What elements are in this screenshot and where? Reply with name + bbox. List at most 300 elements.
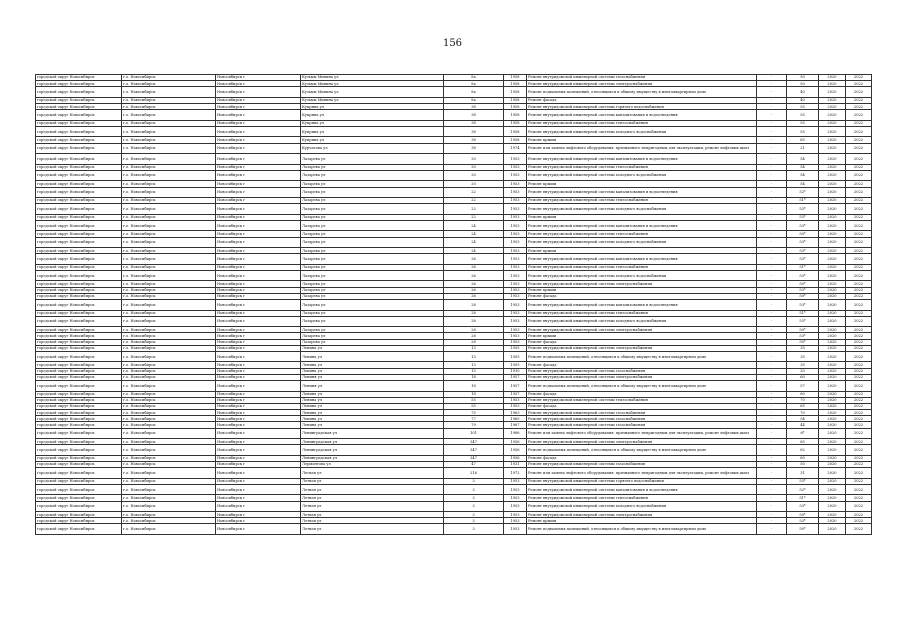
page-number: 156	[442, 38, 463, 49]
municipality-cell: городской округ Новосибирск	[36, 495, 122, 501]
dash-cell: -	[757, 270, 787, 281]
end-year-cell: 2022	[846, 518, 872, 524]
dash-cell: -	[757, 170, 787, 181]
municipality-cell: городской округ Новосибирск	[36, 293, 122, 299]
start-year-cell: 2020	[819, 362, 846, 368]
house-number-cell: 8а	[444, 87, 504, 98]
work-type-cell: Ремонт внутридомовой инженерной системы канализования и водоотведения	[527, 484, 757, 495]
house-number-cell: 28	[444, 300, 504, 311]
street-cell: Летная ул	[301, 512, 444, 518]
work-type-cell: Ремонт или замена лифтового оборудования, признанного непригодным для эксплуатации, ремонт лифтовых шахт	[527, 468, 757, 479]
district-cell: г.о. Новосибирск	[122, 137, 216, 143]
locality-cell: Новосибирск г	[216, 300, 301, 311]
municipality-cell: городской округ Новосибирск	[36, 422, 122, 428]
value-cell: 60	[787, 391, 819, 397]
locality-cell: Новосибирск г	[216, 254, 301, 265]
street-cell: Ленина ул	[301, 403, 444, 409]
start-year-cell: 2020	[819, 501, 846, 512]
district-cell: г.о. Новосибирск	[122, 439, 216, 445]
year-built-cell: 1953	[504, 397, 527, 403]
table-row	[36, 316, 872, 327]
start-year-cell: 2020	[819, 339, 846, 345]
house-number-cell: 18	[444, 381, 504, 392]
end-year-cell: 2022	[846, 81, 872, 87]
locality-cell: Новосибирск г	[216, 181, 301, 187]
dash-cell: -	[757, 310, 787, 316]
locality-cell: Новосибирск г	[216, 281, 301, 287]
year-built-cell: 1958	[504, 104, 527, 110]
end-year-cell: 2022	[846, 512, 872, 518]
street-cell: Летная ул	[301, 484, 444, 495]
dash-cell: -	[757, 97, 787, 103]
municipality-cell: городской округ Новосибирск	[36, 374, 122, 380]
start-year-cell: 2020	[819, 154, 846, 165]
year-built-cell: 1958	[504, 87, 527, 98]
house-number-cell: 18	[444, 374, 504, 380]
house-number-cell: 28	[444, 333, 504, 339]
dash-cell: -	[757, 439, 787, 445]
work-type-cell: Ремонт внутридомовой инженерной системы холодного водоснабжения	[527, 237, 757, 248]
dash-cell: -	[757, 512, 787, 518]
end-year-cell: 2022	[846, 316, 872, 327]
value-cell: 65	[787, 137, 819, 143]
municipality-cell: городской округ Новосибирск	[36, 170, 122, 181]
end-year-cell: 2022	[846, 381, 872, 392]
locality-cell: Новосибирск г	[216, 97, 301, 103]
end-year-cell: 2022	[846, 87, 872, 98]
district-cell: г.о. Новосибирск	[122, 104, 216, 110]
end-year-cell: 2022	[846, 403, 872, 409]
work-type-cell: Ремонт крыши	[527, 181, 757, 187]
house-number-cell: 13	[444, 351, 504, 362]
dash-cell: -	[757, 187, 787, 198]
district-cell: г.о. Новосибирск	[122, 501, 216, 512]
dash-cell: -	[757, 204, 787, 215]
year-built-cell: 1972	[504, 468, 527, 479]
dash-cell: -	[757, 264, 787, 270]
district-cell: г.о. Новосибирск	[122, 87, 216, 98]
house-number-cell: 347	[444, 455, 504, 461]
work-type-cell: Ремонт подвальных помещений, относящихся к общему имуществу в многоквартирном доме	[527, 87, 757, 98]
table-row	[36, 220, 872, 231]
house-number-cell: 22	[444, 204, 504, 215]
street-cell: Ленина ул	[301, 416, 444, 422]
municipality-cell: городской округ Новосибирск	[36, 137, 122, 143]
table-row	[36, 187, 872, 198]
municipality-cell: городской округ Новосибирск	[36, 281, 122, 287]
municipality-cell: городской округ Новосибирск	[36, 512, 122, 518]
work-type-cell: Ремонт внутридомовой инженерной системы теплоснабжения	[527, 264, 757, 270]
house-number-cell: 55	[444, 403, 504, 409]
start-year-cell: 2020	[819, 410, 846, 416]
work-type-cell: Ремонт крыши	[527, 287, 757, 293]
end-year-cell: 2022	[846, 154, 872, 165]
value-cell: 70	[787, 397, 819, 403]
district-cell: г.о. Новосибирск	[122, 374, 216, 380]
value-cell: 52*	[787, 187, 819, 198]
value-cell: 50*	[787, 293, 819, 299]
dash-cell: -	[757, 293, 787, 299]
house-number-cell: 3	[444, 484, 504, 495]
year-built-cell: 1967	[504, 422, 527, 428]
dash-cell: -	[757, 428, 787, 439]
municipality-cell: городской округ Новосибирск	[36, 333, 122, 339]
house-number-cell: 26	[444, 293, 504, 299]
start-year-cell: 2020	[819, 231, 846, 237]
municipality-cell: городской округ Новосибирск	[36, 254, 122, 265]
work-type-cell: Ремонт внутридомовой инженерной системы холодного водоснабжения	[527, 501, 757, 512]
locality-cell: Новосибирск г	[216, 495, 301, 501]
house-number-cell: 3	[444, 501, 504, 512]
start-year-cell: 2020	[819, 403, 846, 409]
work-type-cell: Ремонт внутридомовой инженерной системы электроснабжения	[527, 374, 757, 380]
street-cell: Лазарева ул	[301, 254, 444, 265]
dash-cell: -	[757, 445, 787, 456]
municipality-cell: городской округ Новосибирск	[36, 478, 122, 484]
table-row	[36, 237, 872, 248]
municipality-cell: городской округ Новосибирск	[36, 501, 122, 512]
table-row	[36, 254, 872, 265]
end-year-cell: 2022	[846, 374, 872, 380]
year-built-cell: 1958	[504, 75, 527, 81]
municipality-cell: городской округ Новосибирск	[36, 339, 122, 345]
start-year-cell: 2020	[819, 270, 846, 281]
house-number-cell: 38	[444, 137, 504, 143]
locality-cell: Новосибирск г	[216, 198, 301, 204]
street-cell: Лениня ул	[301, 374, 444, 380]
table-row	[36, 501, 872, 512]
end-year-cell: 2022	[846, 248, 872, 254]
locality-cell: Новосибирск г	[216, 75, 301, 81]
year-built-cell: 1958	[504, 120, 527, 126]
work-type-cell: Ремонт внутридомовой инженерной системы теплоснабжения	[527, 231, 757, 237]
dash-cell: -	[757, 316, 787, 327]
locality-cell: Новосибирск г	[216, 327, 301, 333]
dash-cell: -	[757, 254, 787, 265]
work-type-cell: Ремонт внутридомовой инженерной системы теплоснабжения	[527, 495, 757, 501]
table-body	[36, 75, 872, 535]
dash-cell: -	[757, 403, 787, 409]
year-built-cell: 1955	[504, 345, 527, 351]
value-cell: 54	[787, 154, 819, 165]
start-year-cell: 2020	[819, 126, 846, 137]
year-built-cell: 1953	[504, 518, 527, 524]
end-year-cell: 2022	[846, 351, 872, 362]
dash-cell: -	[757, 220, 787, 231]
work-type-cell: Ремонт внутридомовой инженерной системы теплоснабжения	[527, 310, 757, 316]
year-built-cell: 1953	[504, 293, 527, 299]
municipality-cell: городской округ Новосибирск	[36, 164, 122, 170]
start-year-cell: 2020	[819, 416, 846, 422]
work-type-cell: Ремонт внутридомовой инженерной системы канализования и водоотведения	[527, 187, 757, 198]
street-cell: Лазарева ул	[301, 316, 444, 327]
house-number-cell: 28	[444, 316, 504, 327]
locality-cell: Новосибирск г	[216, 439, 301, 445]
table-row	[36, 381, 872, 392]
value-cell: 55	[787, 104, 819, 110]
municipality-cell: городской округ Новосибирск	[36, 104, 122, 110]
dash-cell: -	[757, 391, 787, 397]
work-type-cell: Ремонт подвальных помещений, относящихся к общему имуществу в многоквартирном доме	[527, 381, 757, 392]
district-cell: г.о. Новосибирск	[122, 478, 216, 484]
start-year-cell: 2020	[819, 187, 846, 198]
house-number-cell: 22	[444, 187, 504, 198]
locality-cell: Новосибирск г	[216, 120, 301, 126]
municipality-cell: городской округ Новосибирск	[36, 264, 122, 270]
value-cell: 21	[787, 143, 819, 154]
district-cell: г.о. Новосибирск	[122, 445, 216, 456]
street-cell: Куприна ул	[301, 120, 444, 126]
end-year-cell: 2022	[846, 439, 872, 445]
start-year-cell: 2020	[819, 204, 846, 215]
district-cell: г.о. Новосибирск	[122, 368, 216, 374]
dash-cell: -	[757, 518, 787, 524]
start-year-cell: 2020	[819, 87, 846, 98]
district-cell: г.о. Новосибирск	[122, 75, 216, 81]
house-number-cell: 38	[444, 126, 504, 137]
locality-cell: Новосибирск г	[216, 237, 301, 248]
value-cell: 50*	[787, 327, 819, 333]
value-cell: 53*	[787, 316, 819, 327]
house-number-cell: 24	[444, 248, 504, 254]
locality-cell: Новосибирск г	[216, 416, 301, 422]
locality-cell: Новосибирск г	[216, 110, 301, 121]
start-year-cell: 2020	[819, 248, 846, 254]
table-row	[36, 351, 872, 362]
locality-cell: Новосибирск г	[216, 397, 301, 403]
street-cell: Лазарева ул	[301, 339, 444, 345]
dash-cell: -	[757, 381, 787, 392]
locality-cell: Новосибирск г	[216, 462, 301, 468]
house-number-cell: 20	[444, 154, 504, 165]
district-cell: г.о. Новосибирск	[122, 293, 216, 299]
house-number-cell: 18	[444, 391, 504, 397]
district-cell: г.о. Новосибирск	[122, 181, 216, 187]
start-year-cell: 2020	[819, 264, 846, 270]
year-built-cell: 1953	[504, 300, 527, 311]
dash-cell: -	[757, 397, 787, 403]
house-number-cell: 15	[444, 368, 504, 374]
street-cell: Ленина ул	[301, 351, 444, 362]
district-cell: г.о. Новосибирск	[122, 381, 216, 392]
locality-cell: Новосибирск г	[216, 345, 301, 351]
work-type-cell: Ремонт внутридомовой инженерной системы теплоснабжения	[527, 120, 757, 126]
locality-cell: Новосибирск г	[216, 204, 301, 215]
house-number-cell: 13	[444, 362, 504, 368]
street-cell: Кузьмы Минина ул	[301, 87, 444, 98]
district-cell: г.о. Новосибирск	[122, 81, 216, 87]
dash-cell: -	[757, 495, 787, 501]
start-year-cell: 2020	[819, 445, 846, 456]
district-cell: г.о. Новосибирск	[122, 214, 216, 220]
district-cell: г.о. Новосибирск	[122, 287, 216, 293]
year-built-cell: 1953	[504, 281, 527, 287]
dash-cell: -	[757, 248, 787, 254]
end-year-cell: 2022	[846, 397, 872, 403]
municipality-cell: городской округ Новосибирск	[36, 154, 122, 165]
house-number-cell: 26	[444, 270, 504, 281]
end-year-cell: 2022	[846, 524, 872, 535]
dash-cell: -	[757, 422, 787, 428]
start-year-cell: 2020	[819, 495, 846, 501]
municipality-cell: городской округ Новосибирск	[36, 287, 122, 293]
dash-cell: -	[757, 164, 787, 170]
municipality-cell: городской округ Новосибирск	[36, 484, 122, 495]
locality-cell: Новосибирск г	[216, 391, 301, 397]
locality-cell: Новосибирск г	[216, 214, 301, 220]
year-built-cell: 1958	[504, 81, 527, 87]
year-built-cell: 1953	[504, 310, 527, 316]
end-year-cell: 2022	[846, 428, 872, 439]
dash-cell: -	[757, 455, 787, 461]
value-cell: 65	[787, 439, 819, 445]
district-cell: г.о. Новосибирск	[122, 254, 216, 265]
municipality-cell: городской округ Новосибирск	[36, 345, 122, 351]
house-number-cell: 3	[444, 512, 504, 518]
start-year-cell: 2020	[819, 462, 846, 468]
locality-cell: Новосибирск г	[216, 455, 301, 461]
locality-cell: Новосибирск г	[216, 518, 301, 524]
district-cell: г.о. Новосибирск	[122, 333, 216, 339]
end-year-cell: 2022	[846, 204, 872, 215]
end-year-cell: 2022	[846, 293, 872, 299]
work-type-cell: Ремонт внутридомовой инженерной системы газоснабжения	[527, 416, 757, 422]
house-number-cell: 75	[444, 410, 504, 416]
house-number-cell: 3	[444, 478, 504, 484]
street-cell: Кузьмы Минина ул	[301, 75, 444, 81]
end-year-cell: 2022	[846, 310, 872, 316]
house-number-cell: 26	[444, 281, 504, 287]
end-year-cell: 2022	[846, 126, 872, 137]
value-cell: 54	[787, 416, 819, 422]
start-year-cell: 2020	[819, 391, 846, 397]
street-cell: Лениня ул	[301, 381, 444, 392]
work-type-cell: Ремонт внутридомовой инженерной системы холодного водоснабжения	[527, 316, 757, 327]
year-built-cell: 1953	[504, 501, 527, 512]
work-type-cell: Ремонт внутридомовой инженерной системы газоснабжения	[527, 410, 757, 416]
district-cell: г.о. Новосибирск	[122, 97, 216, 103]
street-cell: Лазарева ул	[301, 293, 444, 299]
locality-cell: Новосибирск г	[216, 187, 301, 198]
locality-cell: Новосибирск г	[216, 410, 301, 416]
year-built-cell: 1956	[504, 455, 527, 461]
end-year-cell: 2022	[846, 416, 872, 422]
start-year-cell: 2020	[819, 287, 846, 293]
year-built-cell: 1955	[504, 362, 527, 368]
start-year-cell: 2020	[819, 428, 846, 439]
value-cell: 53*	[787, 214, 819, 220]
table-row	[36, 445, 872, 456]
value-cell: 54	[787, 170, 819, 181]
work-type-cell: Ремонт фасада	[527, 455, 757, 461]
municipality-cell: городской округ Новосибирск	[36, 351, 122, 362]
municipality-cell: городской округ Новосибирск	[36, 248, 122, 254]
street-cell: Лазарева ул	[301, 333, 444, 339]
start-year-cell: 2020	[819, 170, 846, 181]
house-number-cell: 216	[444, 468, 504, 479]
year-built-cell: 1953	[504, 248, 527, 254]
locality-cell: Новосибирск г	[216, 501, 301, 512]
end-year-cell: 2022	[846, 264, 872, 270]
start-year-cell: 2020	[819, 120, 846, 126]
locality-cell: Новосибирск г	[216, 422, 301, 428]
municipality-cell: городской округ Новосибирск	[36, 81, 122, 87]
end-year-cell: 2022	[846, 187, 872, 198]
municipality-cell: городской округ Новосибирск	[36, 300, 122, 311]
district-cell: г.о. Новосибирск	[122, 248, 216, 254]
municipality-cell: городской округ Новосибирск	[36, 270, 122, 281]
work-type-cell: Ремонт внутридомовой инженерной системы электроснабжения	[527, 345, 757, 351]
locality-cell: Новосибирск г	[216, 512, 301, 518]
street-cell: Ленина ул	[301, 362, 444, 368]
value-cell: 55	[787, 126, 819, 137]
end-year-cell: 2022	[846, 97, 872, 103]
district-cell: г.о. Новосибирск	[122, 462, 216, 468]
year-built-cell: 1953	[504, 170, 527, 181]
year-built-cell: 1958	[504, 126, 527, 137]
year-built-cell: 1953	[504, 316, 527, 327]
municipality-cell: городской округ Новосибирск	[36, 143, 122, 154]
district-cell: г.о. Новосибирск	[122, 484, 216, 495]
street-cell: Летная ул	[301, 501, 444, 512]
work-type-cell: Ремонт или замена лифтового оборудования, признанного непригодным для эксплуатации, ремонт лифтовых шахт	[527, 428, 757, 439]
year-built-cell: 1957	[504, 391, 527, 397]
end-year-cell: 2022	[846, 214, 872, 220]
start-year-cell: 2020	[819, 368, 846, 374]
dash-cell: -	[757, 143, 787, 154]
year-built-cell: 1956	[504, 439, 527, 445]
locality-cell: Новосибирск г	[216, 143, 301, 154]
year-built-cell: 1963	[504, 410, 527, 416]
year-built-cell: 1953	[504, 254, 527, 265]
municipality-cell: городской округ Новосибирск	[36, 468, 122, 479]
year-built-cell: 1953	[504, 187, 527, 198]
municipality-cell: городской округ Новосибирск	[36, 75, 122, 81]
year-built-cell: 1953	[504, 181, 527, 187]
house-number-cell: 38	[444, 143, 504, 154]
work-type-cell: Ремонт внутридомовой инженерной системы электроснабжения	[527, 81, 757, 87]
locality-cell: Новосибирск г	[216, 170, 301, 181]
work-type-cell: Ремонт фасада	[527, 403, 757, 409]
district-cell: г.о. Новосибирск	[122, 495, 216, 501]
dash-cell: -	[757, 87, 787, 98]
street-cell: Лазарева ул	[301, 310, 444, 316]
table-row	[36, 143, 872, 154]
municipality-cell: городской округ Новосибирск	[36, 368, 122, 374]
dash-cell: -	[757, 468, 787, 479]
table-row	[36, 468, 872, 479]
work-type-cell: Ремонт фасада	[527, 339, 757, 345]
municipality-cell: городской округ Новосибирск	[36, 518, 122, 524]
year-built-cell: 1953	[504, 264, 527, 270]
house-number-cell: 38	[444, 110, 504, 121]
table-row	[36, 524, 872, 535]
value-cell: 70	[787, 410, 819, 416]
year-built-cell: 1910	[504, 368, 527, 374]
dash-cell: -	[757, 484, 787, 495]
start-year-cell: 2020	[819, 220, 846, 231]
end-year-cell: 2022	[846, 327, 872, 333]
house-number-cell: 8а	[444, 75, 504, 81]
street-cell: Лазарева ул	[301, 164, 444, 170]
district-cell: г.о. Новосибирск	[122, 154, 216, 165]
year-built-cell: 1931	[504, 462, 527, 468]
end-year-cell: 2022	[846, 468, 872, 479]
value-cell: 50	[787, 462, 819, 468]
district-cell: г.о. Новосибирск	[122, 362, 216, 368]
value-cell: 53*	[787, 248, 819, 254]
municipality-cell: городской округ Новосибирск	[36, 327, 122, 333]
